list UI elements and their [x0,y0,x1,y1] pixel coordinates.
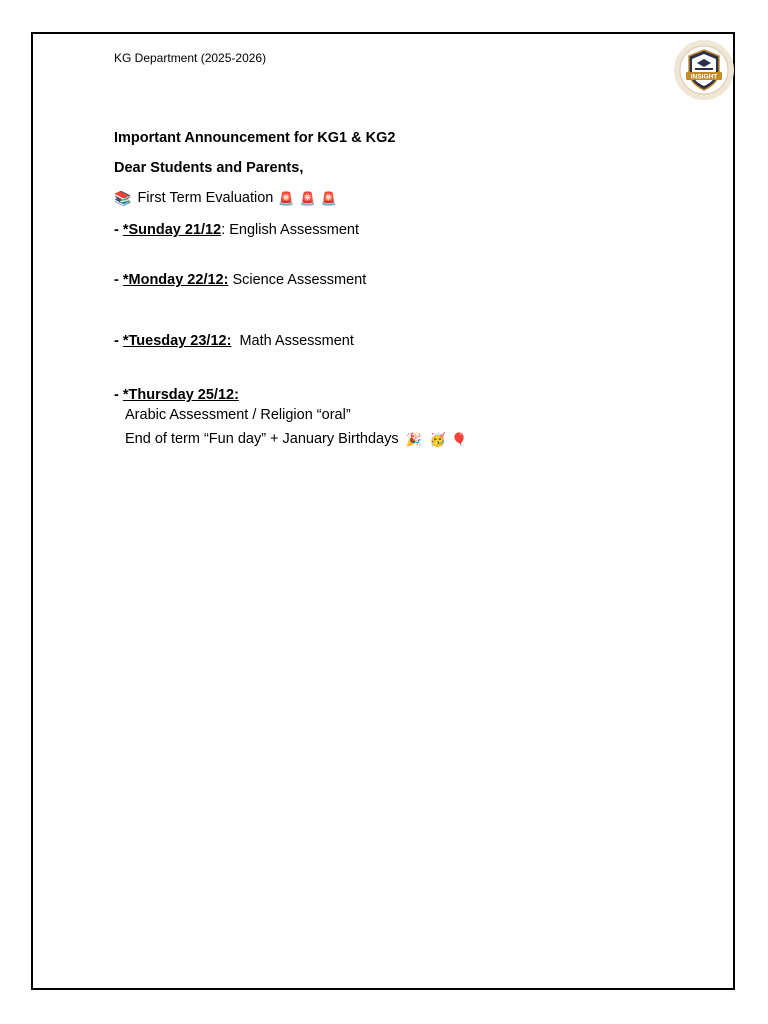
evaluation-label: First Term Evaluation [137,190,274,206]
schedule-day: *Thursday 25/12: [122,387,239,403]
alarm-icon: 🚨 [320,190,337,206]
partying-face-icon: 🥳 [429,431,446,447]
schedule-subject: Science Assessment [228,272,367,288]
logo-text: INSIGHT [690,73,718,81]
schedule-day: *Monday 22/12: [122,272,229,288]
schedule-item-monday: - *Monday 22/12: Science Assessment [114,272,367,288]
document-page [31,32,735,990]
school-logo [673,39,735,101]
thursday-line-funday: End of term “Fun day” + January Birthdays 🎉 🥳 🎈 [125,431,468,447]
schedule-item-sunday: - *Sunday 21/12: English Assessment [114,222,360,238]
schedule-subject: : English Assessment [221,222,360,238]
schedule-day: *Tuesday 23/12: [122,333,232,349]
alarm-icon: 🚨 [278,190,295,206]
schedule-item-thursday: - *Thursday 25/12: [114,387,239,403]
party-popper-icon: 🎉 [405,431,422,447]
announcement-title: Important Announcement for KG1 & KG2 [114,130,396,146]
announcement-body [114,130,694,447]
schedule-day: *Sunday 21/12 [122,222,222,238]
thursday-line-arabic: Arabic Assessment / Religion “oral” [125,407,351,423]
greeting: Dear Students and Parents, [114,160,304,176]
department-header: KG Department (2025-2026) [114,51,267,65]
schedule-item-tuesday: - *Tuesday 23/12: Math Assessment [114,333,354,349]
balloon-icon: 🎈 [451,431,468,447]
books-icon: 📚 [114,190,132,206]
evaluation-line [114,190,694,206]
schedule-subject: Math Assessment [231,333,354,349]
alarm-icon: 🚨 [299,190,316,206]
